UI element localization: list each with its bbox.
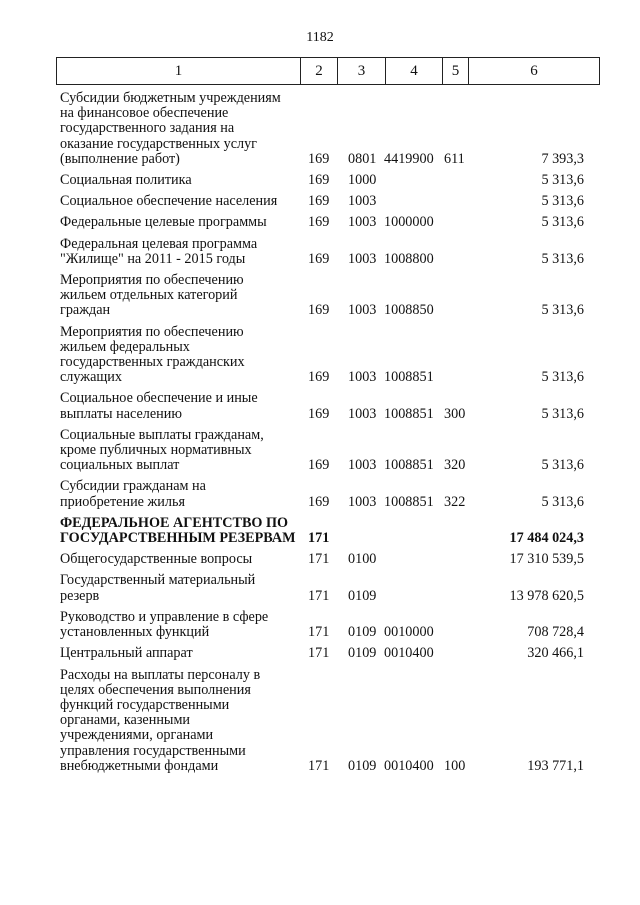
description-line: граждан: [60, 302, 111, 319]
expense-type-code: 611: [444, 150, 465, 167]
description-line: ГОСУДАРСТВЕННЫМ РЕЗЕРВАМ: [60, 530, 296, 547]
amount: 320 466,1: [527, 645, 584, 662]
table-row: [0, 325, 640, 386]
amount: 5 313,6: [541, 193, 584, 210]
description-line: резерв: [60, 587, 100, 604]
amount: 193 771,1: [527, 757, 584, 774]
row-codes: [0, 759, 640, 774]
row-codes: [0, 216, 640, 231]
chapter-code: 171: [308, 530, 330, 547]
row-codes: [0, 194, 640, 209]
row-codes: [0, 370, 640, 385]
section-code: 1003: [348, 369, 377, 386]
chapter-code: 169: [308, 457, 330, 474]
table-row: [0, 573, 640, 603]
section-code: 1003: [348, 250, 377, 267]
description-line: социальных выплат: [60, 457, 180, 474]
amount: 17 484 024,3: [509, 530, 584, 547]
table-row: [0, 173, 640, 188]
description-line: Центральный аппарат: [60, 645, 193, 662]
description-line: целях обеспечения выполнения: [60, 681, 251, 698]
description-line: ФЕДЕРАЛЬНОЕ АГЕНТСТВО ПО: [60, 514, 289, 531]
row-codes: [0, 252, 640, 267]
section-code: 0109: [348, 587, 377, 604]
expense-type-code: 322: [444, 493, 466, 510]
section-code: 0109: [348, 624, 377, 641]
amount: 708 728,4: [527, 624, 584, 641]
target-article-code: 1000000: [384, 214, 434, 231]
amount: 13 978 620,5: [509, 587, 584, 604]
description-line: учреждениями, органами: [60, 727, 214, 744]
table-row: [0, 237, 640, 267]
description-line: Социальная политика: [60, 172, 192, 189]
section-code: 1003: [348, 493, 377, 510]
chapter-code: 169: [308, 405, 330, 422]
chapter-code: 169: [308, 172, 330, 189]
row-codes: [0, 173, 640, 188]
description-line: государственного задания на: [60, 120, 235, 137]
chapter-code: 171: [308, 757, 330, 774]
section-code: 1003: [348, 405, 377, 422]
column-header-2: 2: [301, 58, 338, 84]
description-line: Общегосударственные вопросы: [60, 551, 253, 568]
description-line: государственных гражданских: [60, 354, 245, 371]
description-line: Субсидии гражданам на: [60, 478, 206, 495]
row-codes: [0, 531, 640, 546]
section-code: 1000: [348, 172, 377, 189]
amount: 5 313,6: [541, 214, 584, 231]
target-article-code: 0010000: [384, 624, 434, 641]
row-codes: [0, 152, 640, 167]
target-article-code: 1008850: [384, 302, 434, 319]
table-row: [0, 552, 640, 567]
description-line: Социальное обеспечение населения: [60, 193, 278, 210]
column-header-1: 1: [57, 58, 301, 84]
description-line: внебюджетными фондами: [60, 757, 219, 774]
section-code: 1003: [348, 214, 377, 231]
amount: 5 313,6: [541, 493, 584, 510]
target-article-code: 1008851: [384, 457, 434, 474]
column-header-4: 4: [386, 58, 443, 84]
chapter-code: 169: [308, 369, 330, 386]
description-line: жильем федеральных: [60, 338, 190, 355]
chapter-code: 171: [308, 645, 330, 662]
table-row: [0, 391, 640, 421]
table-row: [0, 610, 640, 640]
description-line: "Жилище" на 2011 - 2015 годы: [60, 250, 246, 267]
row-codes: [0, 589, 640, 604]
description-line: Субсидии бюджетным учреждениям: [60, 90, 281, 106]
amount: 5 313,6: [541, 302, 584, 319]
target-article-code: 1008851: [384, 369, 434, 386]
table-row: [0, 668, 640, 774]
chapter-code: 169: [308, 193, 330, 210]
amount: 5 313,6: [541, 369, 584, 386]
section-code: 0109: [348, 757, 377, 774]
column-header-5: 5: [443, 58, 469, 84]
row-codes: [0, 458, 640, 473]
amount: 5 313,6: [541, 250, 584, 267]
description-line: кроме публичных нормативных: [60, 442, 252, 459]
description-line: управления государственными: [60, 742, 246, 759]
description-line: Федеральная целевая программа: [60, 235, 258, 252]
section-code: 0801: [348, 150, 377, 167]
description-line: на финансовое обеспечение: [60, 105, 229, 122]
table-row: [0, 646, 640, 661]
chapter-code: 171: [308, 587, 330, 604]
chapter-code: 169: [308, 150, 330, 167]
description-line: Социальные выплаты гражданам,: [60, 426, 264, 443]
description-line: Государственный материальный: [60, 572, 256, 589]
chapter-code: 169: [308, 250, 330, 267]
expense-type-code: 320: [444, 457, 466, 474]
column-header-row: [56, 57, 600, 85]
target-article-code: 1008851: [384, 493, 434, 510]
section-code: 1003: [348, 193, 377, 210]
section-code: 0109: [348, 645, 377, 662]
row-codes: [0, 304, 640, 319]
table-row: [0, 516, 640, 546]
description-line: Федеральные целевые программы: [60, 214, 267, 231]
description-line: жильем отдельных категорий: [60, 287, 238, 304]
chapter-code: 169: [308, 214, 330, 231]
description-line: Расходы на выплаты персоналу в: [60, 666, 261, 683]
section-code: 1003: [348, 457, 377, 474]
amount: 5 313,6: [541, 405, 584, 422]
description-line: Руководство и управление в сфере: [60, 608, 269, 625]
target-article-code: 1008800: [384, 250, 434, 267]
table-row: [0, 428, 640, 474]
expense-type-code: 300: [444, 405, 466, 422]
row-codes: [0, 552, 640, 567]
chapter-code: 171: [308, 624, 330, 641]
target-article-code: 4419900: [384, 150, 434, 167]
target-article-code: 0010400: [384, 757, 434, 774]
page-number: 1182: [306, 30, 334, 45]
description-line: оказание государственных услуг: [60, 135, 257, 152]
description-line: установленных функций: [60, 624, 210, 641]
description-line: служащих: [60, 369, 122, 386]
budget-table-body: [0, 91, 640, 780]
row-codes: [0, 625, 640, 640]
table-row: [0, 215, 640, 230]
description-line: функций государственными: [60, 696, 230, 713]
description-line: Мероприятия по обеспечению: [60, 323, 244, 340]
amount: 5 313,6: [541, 172, 584, 189]
target-article-code: 1008851: [384, 405, 434, 422]
description-line: приобретение жилья: [60, 493, 185, 510]
table-row: [0, 194, 640, 209]
description-line: выплаты населению: [60, 405, 182, 422]
column-header-3: 3: [338, 58, 386, 84]
row-codes: [0, 407, 640, 422]
table-row: [0, 91, 640, 167]
description-line: Мероприятия по обеспечению: [60, 272, 244, 289]
expense-type-code: 100: [444, 757, 466, 774]
description-line: (выполнение работ): [60, 150, 180, 167]
section-code: 1003: [348, 302, 377, 319]
chapter-code: 169: [308, 302, 330, 319]
section-code: 0100: [348, 551, 377, 568]
column-header-6: 6: [530, 63, 538, 79]
target-article-code: 0010400: [384, 645, 434, 662]
row-codes: [0, 647, 640, 662]
table-row: [0, 273, 640, 319]
chapter-code: 169: [308, 493, 330, 510]
description-line: Социальное обеспечение и иные: [60, 390, 258, 407]
description-line: органами, казенными: [60, 712, 191, 729]
chapter-code: 171: [308, 551, 330, 568]
amount: 7 393,3: [541, 150, 584, 167]
table-row: [0, 479, 640, 509]
row-codes: [0, 495, 640, 510]
amount: 5 313,6: [541, 457, 584, 474]
amount: 17 310 539,5: [509, 551, 584, 568]
